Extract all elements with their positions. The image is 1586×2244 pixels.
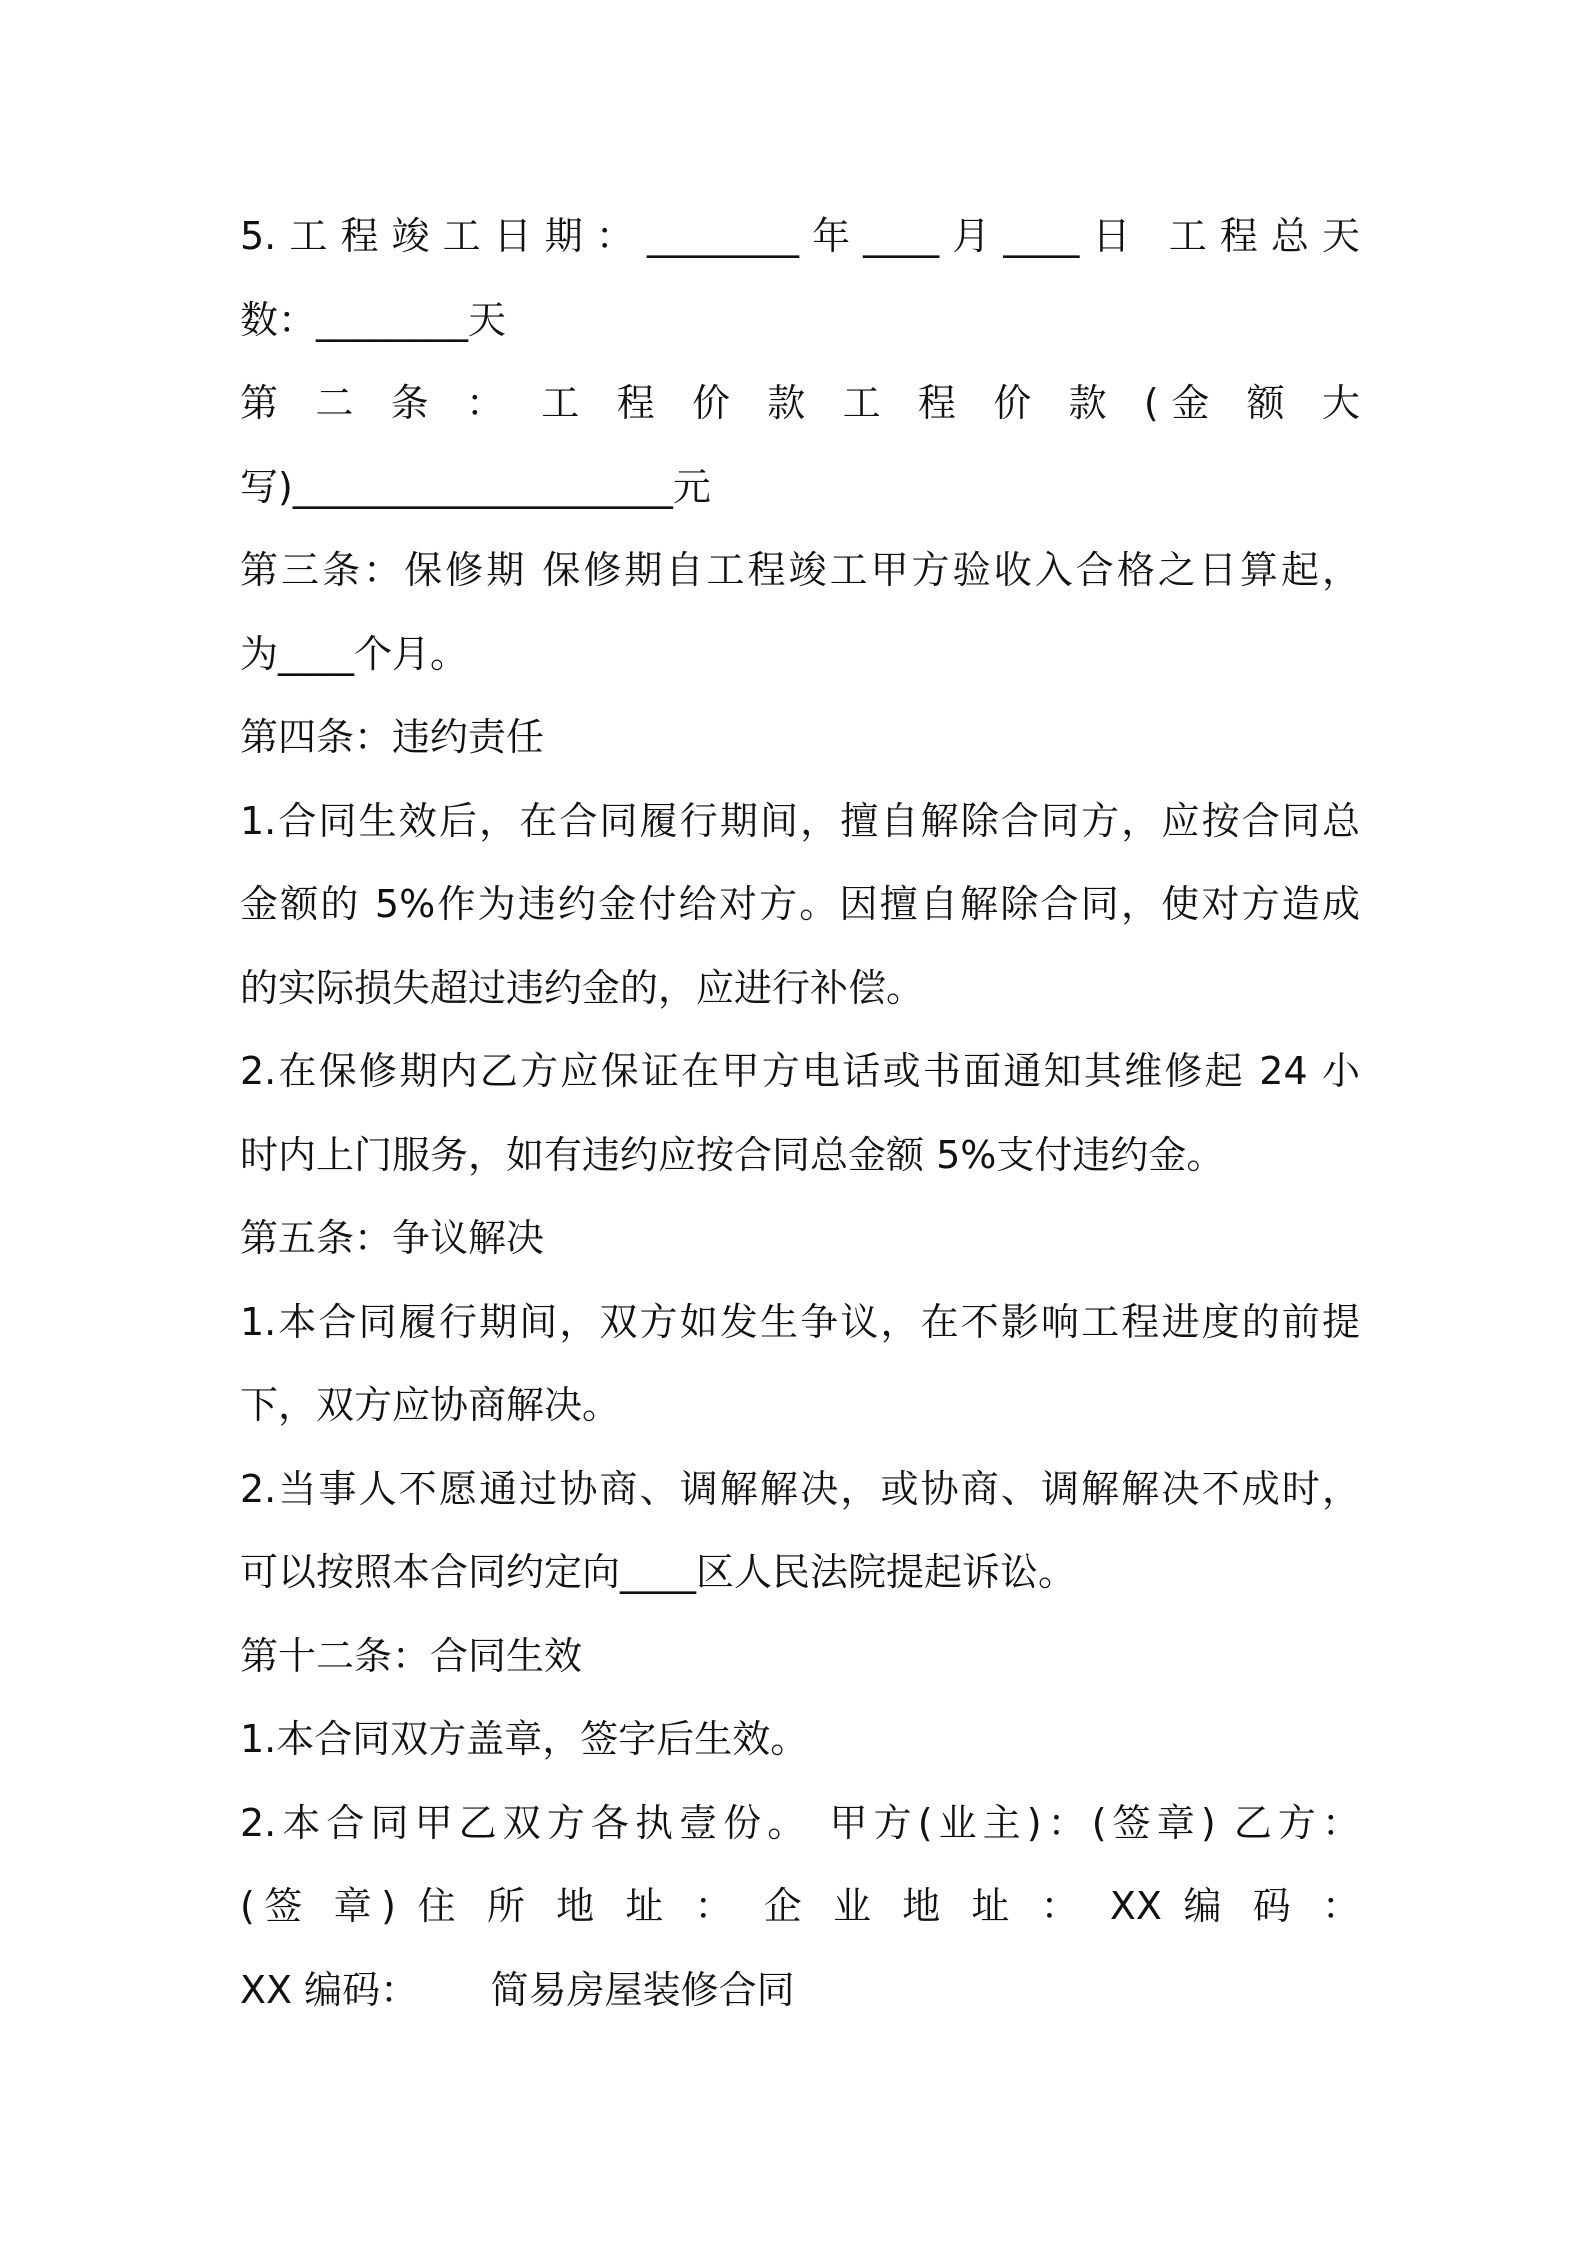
text-line-6: 为____个月。 [240,631,469,676]
text-line-8: 1.合同生效后，在合同履行期间，擅自解除合同方，应按合同总 [240,798,1360,843]
text-line-16: 2.当事人不愿通过协商、调解解决，或协商、调解解决不成时， [240,1466,1360,1511]
text-line-4: 写)____________________元 [240,464,711,509]
text-line-20: 2.本合同甲乙双方各执壹份。 甲方(业主)：(签章) 乙方： [240,1800,1360,1845]
text-line-3: 第 二 条 ： 工 程 价 款 工 程 价 款 (金 额 大 [240,381,1360,425]
text-line-19: 1.本合同双方盖章，签字后生效。 [240,1717,809,1761]
section-heading-breach: 第四条：违约责任 [240,715,545,759]
text-line-9: 金额的 5%作为违约金付给对方。因擅自解除合同，使对方造成 [240,882,1360,926]
text-line-22: XX 编码： 简易房屋装修合同 [240,1967,795,2012]
section-heading-dispute: 第五条：争议解决 [240,1216,545,1260]
text-line-12: 时内上门服务，如有违约应按合同总金额 5%支付违约金。 [240,1132,1225,1177]
text-line-10: 的实际损失超过违约金的，应进行补偿。 [240,965,925,1010]
contract-text [240,195,1360,2032]
text-line-14: 1.本合同履行期间，双方如发生争议，在不影响工程进度的前提 [240,1299,1360,1344]
text-line-21: (签 章) 住 所 地 址 ： 企 业 地 址 ： XX 编 码 ： [240,1884,1360,1928]
text-line-1: 5.工程竣工日期：________年____月____日 工程总天 [240,214,1360,258]
text-line-5: 第三条：保修期 保修期自工程竣工甲方验收入合格之日算起， [240,548,1360,592]
section-heading-effect: 第十二条：合同生效 [240,1633,583,1678]
text-line-2: 数：________天 [240,297,507,342]
text-line-17: 可以按照本合同约定向____区人民法院提起诉讼。 [240,1550,1077,1594]
text-line-15: 下，双方应协商解决。 [240,1383,621,1427]
text-line-11: 2.在保修期内乙方应保证在甲方电话或书面通知其维修起 24 小 [240,1049,1360,1093]
